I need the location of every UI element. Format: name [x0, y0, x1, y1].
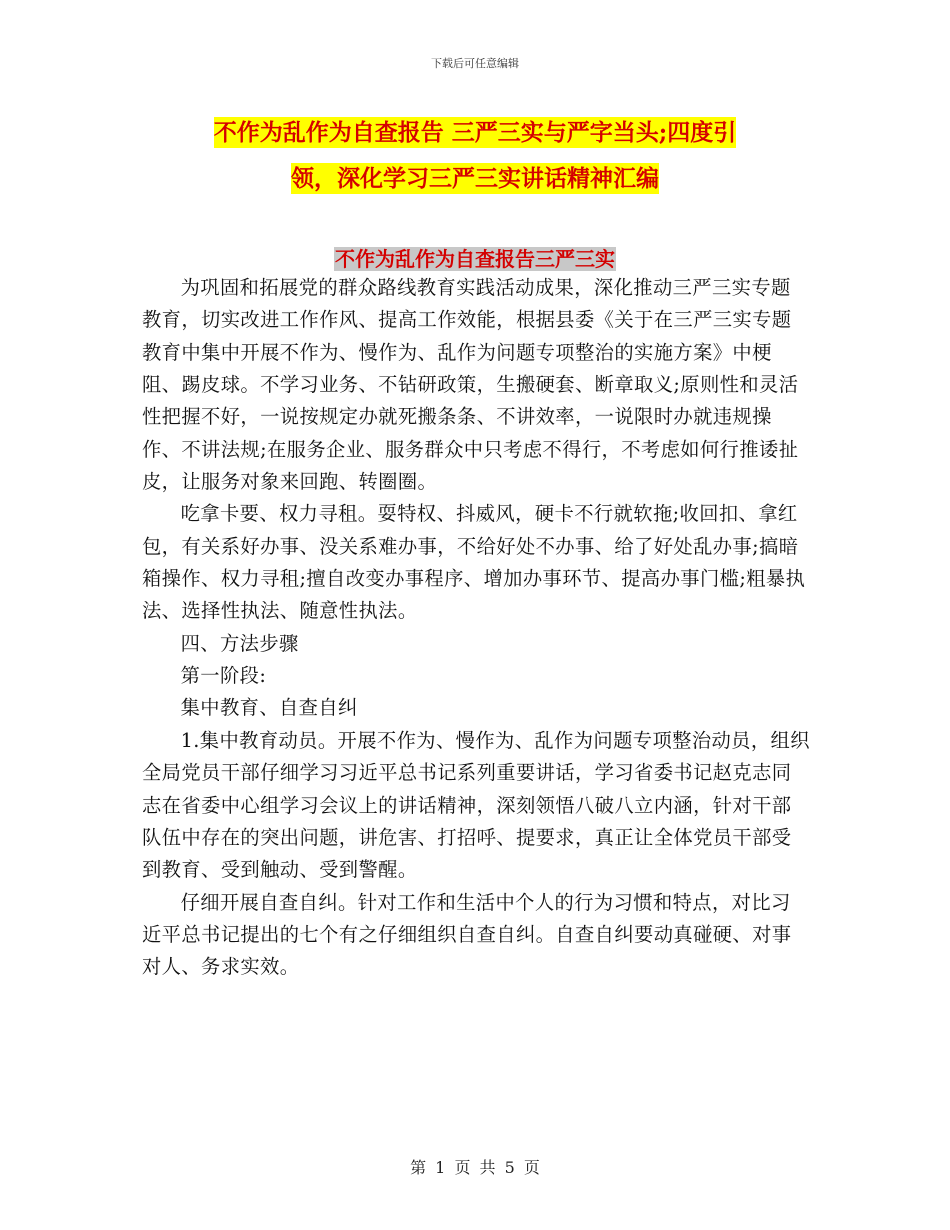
paragraph: 仔细开展自查自纠。针对工作和生活中个人的行为习惯和特点，对比习近平总书记提出的七个有之仔细组织自查自纠。自查自纠要动真碰硬、对事对人、务求实效。: [142, 890, 792, 979]
paragraph: 集中教育、自查自纠: [180, 696, 358, 720]
paragraph: 四、方法步骤: [180, 631, 299, 655]
page-footer: 第 1 页 共 5 页: [410, 1158, 540, 1177]
title-line-1: 不作为乱作为自查报告 三严三实与严字当头;四度引: [213, 119, 737, 146]
document-title: [120, 110, 830, 202]
paragraph: 1.集中教育动员。开展不作为、慢作为、乱作为问题专项整治动员，组织全局党员干部仔细学习习近平总书记系列重要讲话，学习省委书记赵克志同志在省委中心组学习会议上的讲话精神，深刻领悟八破八立内涵，针对干部队伍中存在的突出问题，讲危害、打招呼、提要求，真正让全体党员干部受到教育、受到触动、受到警醒。: [142, 728, 810, 882]
document-body: [142, 272, 810, 984]
section-title-text: 不作为乱作为自查报告三严三实: [335, 247, 615, 271]
title-line-2: 领，深化学习三严三实讲话精神汇编: [291, 165, 659, 192]
section-title: [0, 245, 950, 273]
paragraph: 吃拿卡要、权力寻租。耍特权、抖威风，硬卡不行就软拖;收回扣、拿红包，有关系好办事、没关系难办事，不给好处不办事、给了好处乱办事;搞暗箱操作、权力寻租;擅自改变办事程序、增加办事环节、提高办事门槛;粗暴执法、选择性执法、随意性执法。: [142, 502, 806, 623]
paragraph: 为巩固和拓展党的群众路线教育实践活动成果，深化推动三严三实专题教育，切实改进工作作风、提高工作效能，根据县委《关于在三严三实专题教育中集中开展不作为、慢作为、乱作为问题专项整治的实施方案》中梗阻、踢皮球。不学习业务、不钻研政策，生搬硬套、断章取义;原则性和灵活性把握不好，一说按规定办就死搬条条、不讲效率，一说限时办就违规操作、不讲法规;在服务企业、服务群众中只考虑不得行，不考虑如何行推诿扯皮，让服务对象来回跑、转圈圈。: [142, 276, 799, 494]
paragraph: 第一阶段:: [180, 664, 267, 688]
header-note: 下载后可任意编辑: [431, 57, 519, 70]
